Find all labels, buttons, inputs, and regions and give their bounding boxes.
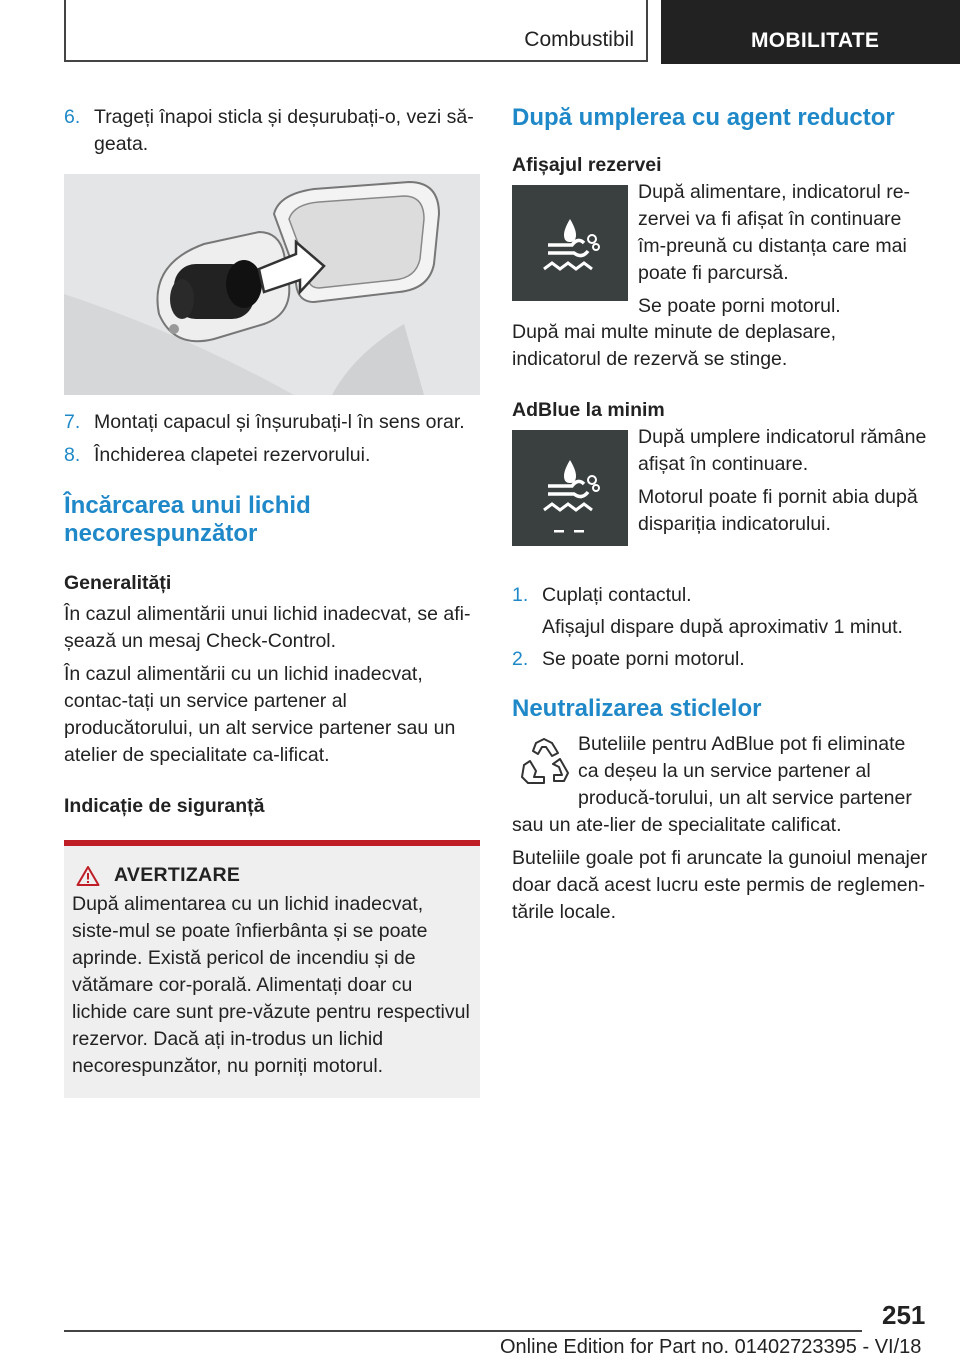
paragraph: După mai multe minute de deplasare, indicatorul de rezervă se stinge. (512, 321, 837, 370)
step-7 (64, 409, 480, 436)
step-number: 1. (512, 584, 529, 606)
reserve-text (638, 179, 928, 320)
step-text: Montați capacul și înșurubați-l în sens orar. (94, 411, 465, 433)
paragraph: Se poate porni motorul. (638, 295, 841, 317)
header-section-box (64, 0, 648, 62)
step-text: Cuplați contactul. (542, 584, 692, 606)
footer-edition: Online Edition for Part no. 01402723395 - VI/18 (500, 1336, 922, 1358)
subheading-adblue-min: AdBlue la minim (512, 399, 665, 421)
reserve-block (512, 181, 928, 317)
warning-box (64, 840, 480, 1098)
section-heading-after-refill: După umplerea cu agent reductor (512, 104, 895, 131)
right-column (512, 100, 928, 926)
step-text: Se poate porni motorul. (542, 648, 745, 670)
step-number: 7. (64, 411, 81, 433)
adblue-min-indicator-icon (512, 430, 628, 546)
step-2 (512, 646, 928, 673)
subheading-general: Generalități (64, 572, 172, 594)
step-1-note: Afișajul dispare după aproximativ 1 minut. (542, 616, 903, 638)
step-number: 6. (64, 106, 81, 128)
warning-header (72, 864, 472, 887)
fuel-filler-photo (64, 174, 480, 395)
recycle-icon (514, 735, 574, 795)
section-heading-bottle-disposal: Neutralizarea sticlelor (512, 695, 762, 722)
header-section-title: Combustibil (524, 28, 634, 51)
paragraph: După alimentare, indicatorul re-zervei va fi afișat în continuare îm-preună cu distanța care mai poate fi parcursă. (638, 181, 911, 284)
left-column (64, 100, 480, 1098)
step-number: 2. (512, 648, 529, 670)
subheading-safety: Indicație de siguranță (64, 795, 265, 817)
paragraph: În cazul alimentării unui lichid inadecvat, se afi-șează un mesaj Check-Control. (64, 603, 471, 652)
min-text (638, 424, 928, 538)
step-text: Trageți înapoi sticla și deșurubați-o, vezi să-geata. (94, 106, 474, 155)
footer-divider (64, 1330, 862, 1332)
step-8 (64, 442, 480, 469)
warning-title: AVERTIZARE (114, 864, 241, 886)
paragraph: Buteliile pentru AdBlue pot fi eliminate ca deșeu la un service partener al producă-torului, un alt service partener sau un ate-lier de specialitate calificat. (512, 733, 912, 836)
header-chapter-title: MOBILITATE (751, 29, 880, 52)
step-6 (64, 104, 480, 158)
paragraph: Motorul poate fi pornit abia după dispariția indicatorului. (638, 486, 918, 535)
paragraph: După umplere indicatorul rămâne afișat în continuare. (638, 426, 927, 475)
header-chapter-box (661, 0, 960, 64)
min-block (512, 426, 928, 574)
paragraph: Buteliile goale pot fi aruncate la gunoiul menajer doar dacă acest lucru este permis de reglemen-tările locale. (512, 847, 928, 923)
subheading-reserve: Afișajul rezervei (512, 154, 662, 176)
disposal-block (512, 731, 928, 839)
step-text: Închiderea clapetei rezervorului. (94, 444, 371, 466)
section-heading-wrong-liquid: Încărcarea unui lichid necorespunzător (64, 492, 311, 547)
adblue-reserve-indicator-icon (512, 185, 628, 301)
paragraph: În cazul alimentării cu un lichid inadecvat, contac-tați un service partener al producătorului, un alt service partener sau un atelier de specialitate ca-lificat. (64, 663, 456, 766)
page-number: 251 (882, 1300, 926, 1330)
warning-text: După alimentarea cu un lichid inadecvat, siste-mul se poate înfierbânta și se poate aprinde. Există pericol de incendiu și de vătămare cor-porală. Alimentați doar cu lichide care sunt pre-văzute pentru respectivul rezervor. Dacă ați in-trodus un lichid necorespunzător, nu porniți motorul. (72, 893, 470, 1077)
warning-triangle-icon (76, 865, 100, 887)
step-1 (512, 582, 928, 609)
step-number: 8. (64, 444, 81, 466)
